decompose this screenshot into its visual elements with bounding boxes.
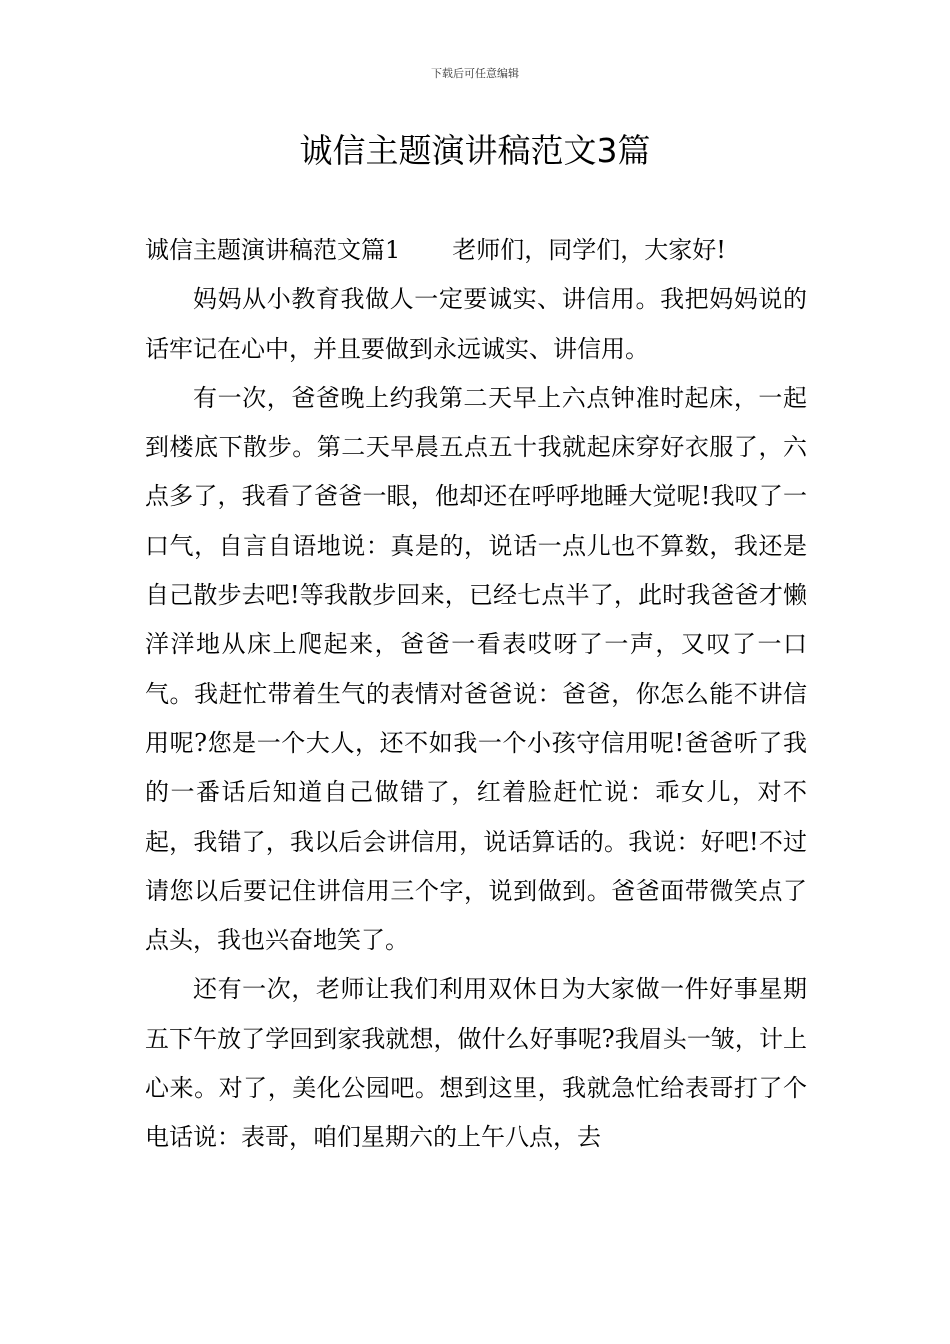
header-note: 下载后可任意编辑 [431, 67, 519, 80]
paragraph: 妈妈从小教育我做人一定要诚实、讲信用。我把妈妈说的话牢记在心中，并且要做到永远诚实、讲信用。 [145, 285, 807, 363]
document-body [145, 226, 807, 1163]
paragraph: 还有一次，老师让我们利用双休日为大家做一件好事星期五下午放了学回到家我就想，做什么好事呢?我眉头一皱，计上心来。对了，美化公园吧。想到这里，我就急忙给表哥打了个电话说：表哥，咱们星期六的上午八点，去 [145, 975, 807, 1152]
paragraph: 有一次，爸爸晚上约我第二天早上六点钟准时起床，一起到楼底下散步。第二天早晨五点五十我就起床穿好衣服了，六点多了，我看了爸爸一眼，他却还在呼呼地睡大觉呢!我叹了一口气，自言自语地说：真是的，说话一点儿也不算数，我还是自己散步去吧!等我散步回来，已经七点半了，此时我爸爸才懒洋洋地从床上爬起来，爸爸一看表哎呀了一声，又叹了一口气。我赶忙带着生气的表情对爸爸说：爸爸，你怎么能不讲信用呢?您是一个大人，还不如我一个小孩守信用呢!爸爸听了我的一番话后知道自己做错了，红着脸赶忙说：乖女儿，对不起，我错了，我以后会讲信用，说话算话的。我说：好吧!不过请您以后要记住讲信用三个字，说到做到。爸爸面带微笑点了点头，我也兴奋地笑了。 [145, 383, 807, 955]
intro-text: 老师们，同学们，大家好! [452, 236, 726, 264]
document-title: 诚信主题演讲稿范文3篇 [299, 131, 651, 170]
intro-line [145, 226, 807, 275]
intro-label: 诚信主题演讲稿范文篇1 [145, 236, 401, 264]
